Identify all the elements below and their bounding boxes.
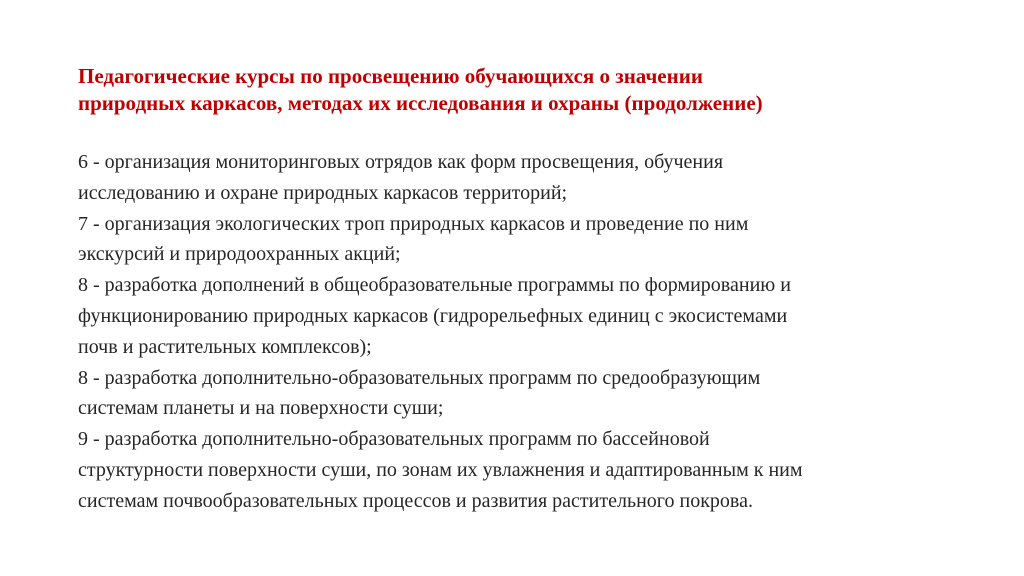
item-line: 8 - разработка дополнений в общеобразовательные программы по формированию и xyxy=(78,274,791,297)
item-line: структурности поверхности суши, по зонам их увлажнения и адаптированным к ним xyxy=(78,458,803,481)
list-item-7 xyxy=(78,209,998,271)
item-line: 7 - организация экологических троп природных каркасов и проведение по ним xyxy=(78,212,749,235)
title-line: природных каркасов, методах их исследования и охраны (продолжение) xyxy=(78,91,763,115)
slide-body xyxy=(78,147,998,517)
item-line: экскурсий и природоохранных акций; xyxy=(78,243,401,266)
item-line: исследованию и охране природных каркасов территорий; xyxy=(78,181,568,204)
slide-title xyxy=(78,63,978,117)
item-line: системам планеты и на поверхности суши; xyxy=(78,397,444,420)
list-item-6 xyxy=(78,147,998,209)
item-line: 9 - разработка дополнительно-образовательных программ по бассейновой xyxy=(78,428,710,451)
list-item-8b xyxy=(78,363,998,425)
item-line: почв и растительных комплексов); xyxy=(78,335,372,358)
list-item-9 xyxy=(78,424,998,516)
item-line: системам почвообразовательных процессов и развития растительного покрова. xyxy=(78,489,753,512)
item-line: 6 - организация мониторинговых отрядов как форм просвещения, обучения xyxy=(78,151,724,173)
title-line: Педагогические курсы по просвещению обучающихся о значении xyxy=(78,64,703,88)
list-item-8a xyxy=(78,270,998,362)
item-line: 8 - разработка дополнительно-образовательных программ по средообразующим xyxy=(78,366,761,389)
item-line: функционированию природных каркасов (гидрорельефных единиц с экосистемами xyxy=(78,304,788,327)
